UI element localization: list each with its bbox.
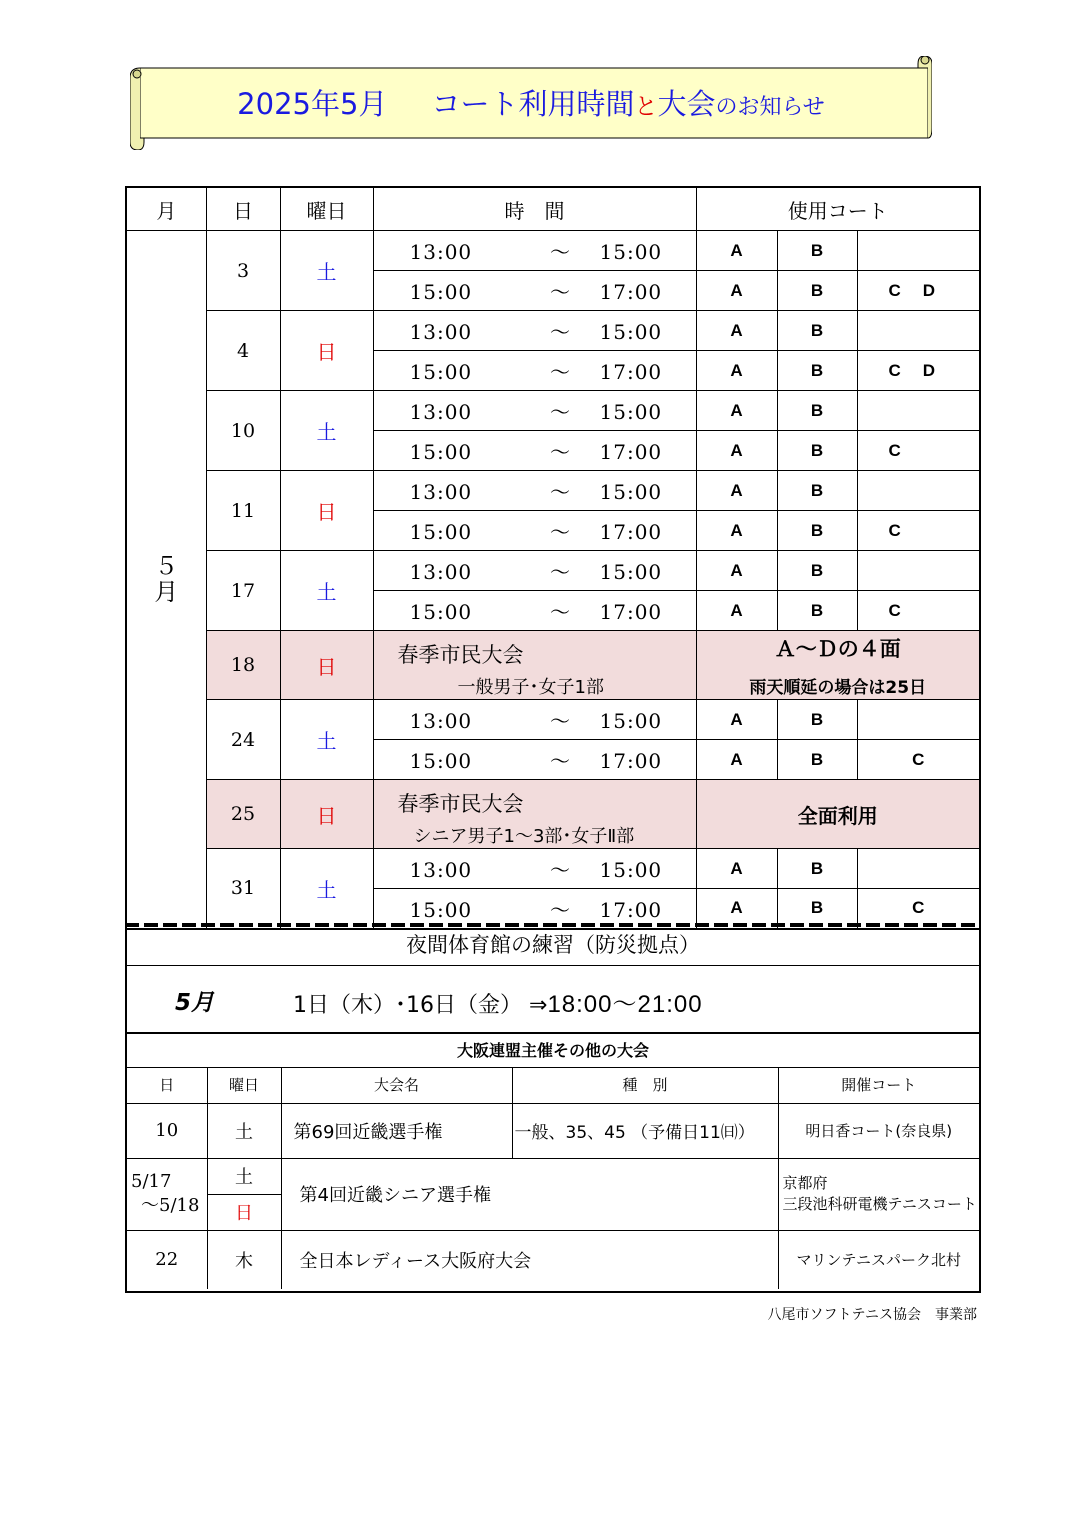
court-cell: B (777, 551, 857, 591)
time-sep: ～ (550, 858, 571, 882)
other-tournaments-title: 大阪連盟主催その他の大会 (127, 1034, 979, 1068)
header-venue: 開催コート (778, 1067, 979, 1103)
time-start: 15:00 (409, 897, 473, 922)
time-slot (373, 271, 696, 311)
court-cell (857, 231, 980, 271)
court-cell: B (777, 511, 857, 551)
event-title-text: 春季市民大会 (397, 792, 524, 816)
event-sub: シニア男子1～3部･女子Ⅱ部 (413, 826, 635, 847)
title-part4: のお知らせ (715, 95, 825, 120)
time-start: 15:00 (409, 280, 473, 304)
court-cell: A (696, 700, 777, 740)
time-end: 15:00 (599, 400, 663, 424)
court-cell: B (777, 391, 857, 431)
night-practice-title: 夜間体育館の練習（防災拠点） (127, 925, 979, 966)
header-time: 時 間 (373, 187, 696, 231)
time-start: 13:00 (409, 480, 473, 504)
night-schedule (293, 984, 703, 1019)
dow-cell: 土 (280, 231, 373, 311)
footer-organization: 八尾市ソフトテニス協会 事業部 (767, 1307, 977, 1323)
table-row (126, 311, 980, 351)
event-courts-cell (696, 631, 980, 700)
month-label-number: ５ (154, 552, 179, 581)
dow-cell: 木 (207, 1230, 281, 1289)
time-sep: ～ (550, 560, 571, 584)
day-cell (127, 1158, 207, 1230)
tournament-venue: 明日香コート(奈良県) (778, 1103, 979, 1158)
court-cell (857, 391, 980, 431)
dow-cell: 日 (280, 311, 373, 391)
date-from: 5/17 (131, 1171, 172, 1192)
time-sep: ～ (550, 320, 571, 344)
court-c: C (888, 600, 901, 620)
night-practice-row (127, 966, 979, 1034)
night-month: 5月 (175, 990, 215, 1016)
time-sep: ～ (550, 360, 571, 384)
court-cell: B (777, 471, 857, 511)
time-sep: ～ (550, 280, 571, 304)
time-sep: ～ (550, 520, 571, 544)
court-cell: A (696, 311, 777, 351)
time-slot (373, 431, 696, 471)
venue-name: 三段池科研電機テニスコート (782, 1195, 977, 1213)
court-cell (857, 551, 980, 591)
time-end: 15:00 (599, 858, 663, 882)
court-cell: C (857, 889, 980, 929)
day-cell: 24 (206, 700, 280, 780)
time-end: 15:00 (599, 480, 663, 504)
night-dates: 1日（木）･16日（金） (293, 993, 522, 1018)
court-cell (857, 511, 980, 551)
court-cell: B (777, 889, 857, 929)
tournament-venue: マリンテニスパーク北村 (778, 1230, 979, 1289)
time-end: 17:00 (599, 280, 663, 304)
day-cell: 18 (206, 631, 280, 700)
month-label-unit: 月 (154, 578, 179, 607)
tournament-name: 第4回近畿シニア選手権 (281, 1158, 778, 1230)
table-row (126, 391, 980, 431)
tournament-category: 一般、35、45 （予備日11㈰） (512, 1103, 778, 1158)
dow-cell: 土 (207, 1103, 281, 1158)
time-slot (373, 391, 696, 431)
time-start: 13:00 (409, 858, 473, 882)
time-end: 17:00 (599, 600, 663, 624)
table-row (127, 1103, 979, 1158)
court-cell: A (696, 591, 777, 631)
time-sep: ～ (550, 600, 571, 624)
header-day: 日 (206, 187, 280, 231)
time-sep: ～ (550, 480, 571, 504)
court-cell: C (857, 740, 980, 780)
day-cell: 3 (206, 231, 280, 311)
court-cell: A (696, 849, 777, 889)
table-row (126, 231, 980, 271)
time-sep: ～ (550, 400, 571, 424)
time-end: 15:00 (599, 320, 663, 344)
night-time: 18:00～21:00 (547, 991, 703, 1018)
time-end: 17:00 (599, 440, 663, 464)
event-title-text: 春季市民大会 (397, 643, 524, 667)
court-cell: A (696, 391, 777, 431)
time-end: 17:00 (599, 897, 663, 922)
day-cell: 31 (206, 849, 280, 929)
time-slot (373, 231, 696, 271)
dow-cell: 日 (280, 631, 373, 700)
time-start: 13:00 (409, 560, 473, 584)
event-sub: 一般男子･女子1部 (457, 677, 604, 698)
lower-section (125, 925, 981, 1293)
court-cell (857, 271, 980, 311)
court-cell: B (777, 700, 857, 740)
title-part3: 大会 (657, 87, 716, 121)
court-cell: A (696, 511, 777, 551)
event-courts: Ａ～Ｄの４面 (774, 635, 901, 661)
header-month: 月 (126, 187, 206, 231)
dow-cell: 日 (207, 1194, 281, 1230)
court-cell: A (696, 431, 777, 471)
court-cell: A (696, 231, 777, 271)
tournament-name: 全日本レディース大阪府大会 (281, 1230, 778, 1289)
court-cell (857, 351, 980, 391)
court-cell: A (696, 271, 777, 311)
event-row (126, 631, 980, 700)
court-cell: B (777, 740, 857, 780)
time-end: 15:00 (599, 560, 663, 584)
court-cell: B (777, 849, 857, 889)
time-slot (373, 511, 696, 551)
court-cell: A (696, 889, 777, 929)
court-cell: B (777, 431, 857, 471)
court-c: C (888, 280, 901, 300)
time-end: 15:00 (599, 709, 663, 733)
court-cell: A (696, 551, 777, 591)
header-dow: 曜日 (207, 1067, 281, 1103)
time-start: 13:00 (409, 400, 473, 424)
dow-cell: 土 (280, 700, 373, 780)
day-cell: 10 (127, 1103, 207, 1158)
time-slot (373, 551, 696, 591)
day-cell: 11 (206, 471, 280, 551)
table-row (126, 471, 980, 511)
time-sep: ～ (550, 749, 571, 773)
event-courts-cell (696, 780, 980, 849)
time-end: 17:00 (599, 520, 663, 544)
time-start: 15:00 (409, 520, 473, 544)
dow-cell: 土 (280, 551, 373, 631)
day-cell: 25 (206, 780, 280, 849)
court-d: D (922, 360, 936, 380)
arrow-icon: ⇒ (529, 993, 548, 1018)
event-title (374, 631, 696, 699)
day-cell: 17 (206, 551, 280, 631)
time-end: 17:00 (599, 360, 663, 384)
page-title (130, 82, 932, 123)
dow-cell: 土 (207, 1158, 281, 1194)
title-date: 2025年5月 (237, 87, 388, 121)
time-end: 15:00 (599, 240, 663, 264)
court-cell: B (777, 231, 857, 271)
event-note: 雨天順延の場合は25日 (749, 677, 927, 698)
court-schedule-table (125, 186, 981, 930)
time-slot (373, 311, 696, 351)
court-c: C (888, 520, 901, 540)
time-sep: ～ (550, 440, 571, 464)
day-cell: 10 (206, 391, 280, 471)
time-slot (373, 471, 696, 511)
court-cell (857, 431, 980, 471)
event-row (126, 780, 980, 849)
court-cell: B (777, 351, 857, 391)
title-banner (130, 56, 932, 150)
month-cell (126, 231, 206, 929)
header-category: 種 別 (512, 1067, 778, 1103)
other-tournaments-table (127, 1067, 979, 1289)
time-start: 13:00 (409, 320, 473, 344)
court-cell (857, 311, 980, 351)
time-sep: ～ (550, 709, 571, 733)
court-cell (857, 471, 980, 511)
table-row (127, 1230, 979, 1289)
event-name-cell (373, 631, 696, 700)
table-header-row (126, 187, 980, 231)
court-cell: A (696, 471, 777, 511)
header-day: 日 (127, 1067, 207, 1103)
dow-cell: 土 (280, 391, 373, 471)
dow-cell: 日 (280, 471, 373, 551)
table-row (126, 551, 980, 591)
dow-cell: 日 (280, 780, 373, 849)
time-start: 15:00 (409, 600, 473, 624)
header-dow: 曜日 (280, 187, 373, 231)
title-part2: と (634, 94, 658, 120)
header-name: 大会名 (281, 1067, 512, 1103)
venue-prefecture: 京都府 (782, 1174, 828, 1192)
date-to: ～5/18 (141, 1195, 200, 1216)
event-title (374, 780, 696, 848)
court-cell: A (696, 351, 777, 391)
event-courts: 全面利用 (797, 803, 878, 828)
table-row (127, 1158, 979, 1194)
table-row (126, 700, 980, 740)
time-slot (373, 849, 696, 889)
table-row (126, 849, 980, 889)
court-cell: A (696, 740, 777, 780)
court-c: C (888, 440, 901, 460)
time-sep: ～ (550, 240, 571, 264)
time-slot (373, 700, 696, 740)
tournament-name: 第69回近畿選手権 (281, 1103, 512, 1158)
court-cell (857, 849, 980, 889)
day-cell: 22 (127, 1230, 207, 1289)
court-cell: B (777, 311, 857, 351)
day-cell: 4 (206, 311, 280, 391)
time-end: 17:00 (599, 749, 663, 773)
table-header-row (127, 1067, 979, 1103)
time-sep: ～ (550, 897, 571, 922)
court-d: D (922, 280, 936, 300)
court-cell: B (777, 271, 857, 311)
time-slot (373, 591, 696, 631)
dow-cell: 土 (280, 849, 373, 929)
court-cell (857, 700, 980, 740)
event-name-cell (373, 780, 696, 849)
time-start: 15:00 (409, 749, 473, 773)
time-start: 13:00 (409, 240, 473, 264)
title-part1: コート利用時間 (431, 87, 635, 121)
time-start: 15:00 (409, 440, 473, 464)
court-cell: B (777, 591, 857, 631)
time-slot (373, 351, 696, 391)
tournament-venue (778, 1158, 979, 1230)
time-slot (373, 740, 696, 780)
court-cell (857, 591, 980, 631)
header-courts: 使用コート (696, 187, 980, 231)
time-start: 13:00 (409, 709, 473, 733)
court-c: C (888, 360, 901, 380)
time-start: 15:00 (409, 360, 473, 384)
